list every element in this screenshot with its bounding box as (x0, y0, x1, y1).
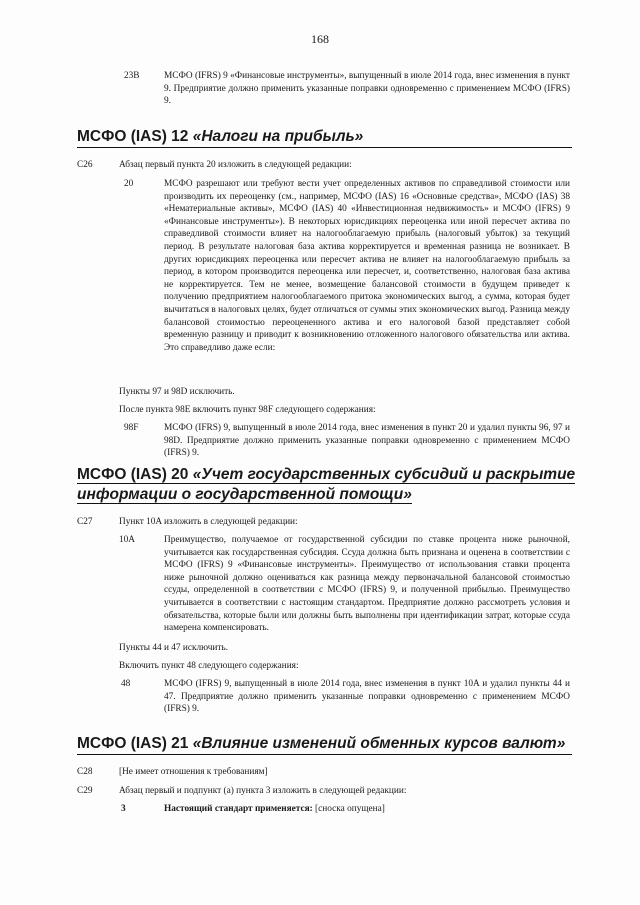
clause-text: Пункт 10A изложить в следующей редакции: (119, 517, 298, 527)
bold-lead: Настоящий стандарт применяется: (164, 804, 313, 814)
rest-text: [сноска опущена] (312, 804, 385, 814)
heading-prefix: МСФО (IAS) 20 (77, 466, 193, 483)
instruction-delete: Пункты 44 и 47 исключить. (119, 643, 229, 653)
section-heading-ias21 (77, 734, 572, 755)
heading-prefix: МСФО (IAS) 12 (77, 128, 193, 145)
section-heading-ias20 (77, 465, 577, 505)
heading-prefix: МСФО (IAS) 21 (77, 735, 193, 752)
paragraph-text-98f: МСФО (IFRS) 9, выпущенный в июле 2014 года, внес изменения в пункт 20 и удалил пункты 96, 97 и 98D. Предприятие должно применить указанные поправки одновременно с применением МСФО (IFRS) 9. (164, 423, 570, 459)
clause-label: C29 (77, 786, 93, 796)
paragraph-label: 3 (121, 804, 126, 814)
section-heading-ias12 (77, 127, 572, 148)
paragraph-text: МСФО (IFRS) 9 «Финансовые инструменты», выпущенный в июле 2014 года, внес изменения в пункт 9. Предприятие должно применить указанные поправки одновременно с применением МСФО (IFRS) 9. (164, 71, 570, 107)
paragraph-text-10a: Преимущество, получаемое от государственной субсидии по ставке процента ниже рыночной, учитывается как государственная субсидия. Ссуда должна быть признана и оценена в соответствии с МСФО (IFRS) 9 «Финансовые инструменты». Преимущество от использования ставки процента ниже рыночной должно оцениваться как разница между первоначальной балансовой стоимостью ссуды, определенной в соответствии с МСФО (IFRS) 9, и полученной прибылью. Преимущество учитывается в соответствии с настоящим стандартом. Предприятие должно рассмотреть условия и обязательства, которые были или должны быть выполнены при идентификации затрат, которые ссуда намерена компенсировать. (164, 535, 570, 634)
paragraph-label: 98F (124, 423, 139, 433)
clause-text: Абзац первый пункта 20 изложить в следующей редакции: (119, 160, 352, 170)
clause-text: Абзац первый и подпункт (а) пункта 3 изложить в следующей редакции: (119, 786, 407, 796)
paragraph-text-20: МСФО разрешают или требуют вести учет определенных активов по справедливой стоимости или производить их переоценку (см., например, МСФО (IAS) 16 «Основные средства», МСФО (IAS) 38 «Нематериальные активы», МСФО (IAS) 40 «Инвестиционная недвижимость» и МСФО (IFRS) 9 «Финансовые инструменты»). В некоторых юрисдикциях переоценка или иной пересчет актива по справедливой стоимости влияет на налогооблагаемую прибыль (налоговый убыток) за текущий период. В результате налоговая база актива корректируется и временная разница не возникает. В других юрисдикциях переоценка или пересчет актива не влияет на налогооблагаемую прибыль за период, в котором производится переоценка или пересчет, и, соответственно, налоговая база актива не корректируется. Тем не менее, возмещение балансовой стоимости в будущем приведет к получению предприятием налогооблагаемого притока экономических выгод, а сумма, которая будет вычитаться в налоговых целях, будет отличаться от суммы этих экономических выгод. Разница между балансовой стоимостью переоцененного актива и его налоговой базой представляет собой временную разницу и приводит к возникновению отложенного налогового обязательства или актива. Это справедливо даже если: (164, 179, 570, 353)
heading-title-line1: «Учет государственных субсидий и раскрытие (192, 466, 576, 483)
paragraph-text-48: МСФО (IFRS) 9, выпущенный в июле 2014 года, внес изменения в пункт 10A и удалил пункты 44 и 47. Предприятие должно применить указанные поправки одновременно с применением МСФО (IFRS) 9. (164, 679, 570, 715)
instruction-insert: После пункта 98E включить пункт 98F следующего содержания: (119, 405, 376, 415)
clause-label: C26 (77, 160, 93, 170)
page-number: 168 (311, 32, 329, 46)
paragraph-label: 20 (124, 179, 134, 189)
paragraph-label: 10A (119, 535, 136, 545)
heading-title: «Налоги на прибыль» (192, 128, 364, 145)
clause-label: C28 (77, 767, 93, 777)
paragraph-label: 23B (124, 71, 140, 81)
clause-text: [Не имеет отношения к требованиям] (119, 767, 268, 777)
heading-title: «Влияние изменений обменных курсов валют» (192, 735, 566, 752)
instruction-insert: Включить пункт 48 следующего содержания: (119, 661, 299, 671)
heading-title-line2: информации о государственной помощи» (77, 486, 412, 503)
clause-label: C27 (77, 517, 93, 527)
paragraph-label: 48 (121, 679, 131, 689)
instruction-delete: Пункты 97 и 98D исключить. (119, 387, 235, 397)
paragraph-text-3 (164, 803, 385, 816)
